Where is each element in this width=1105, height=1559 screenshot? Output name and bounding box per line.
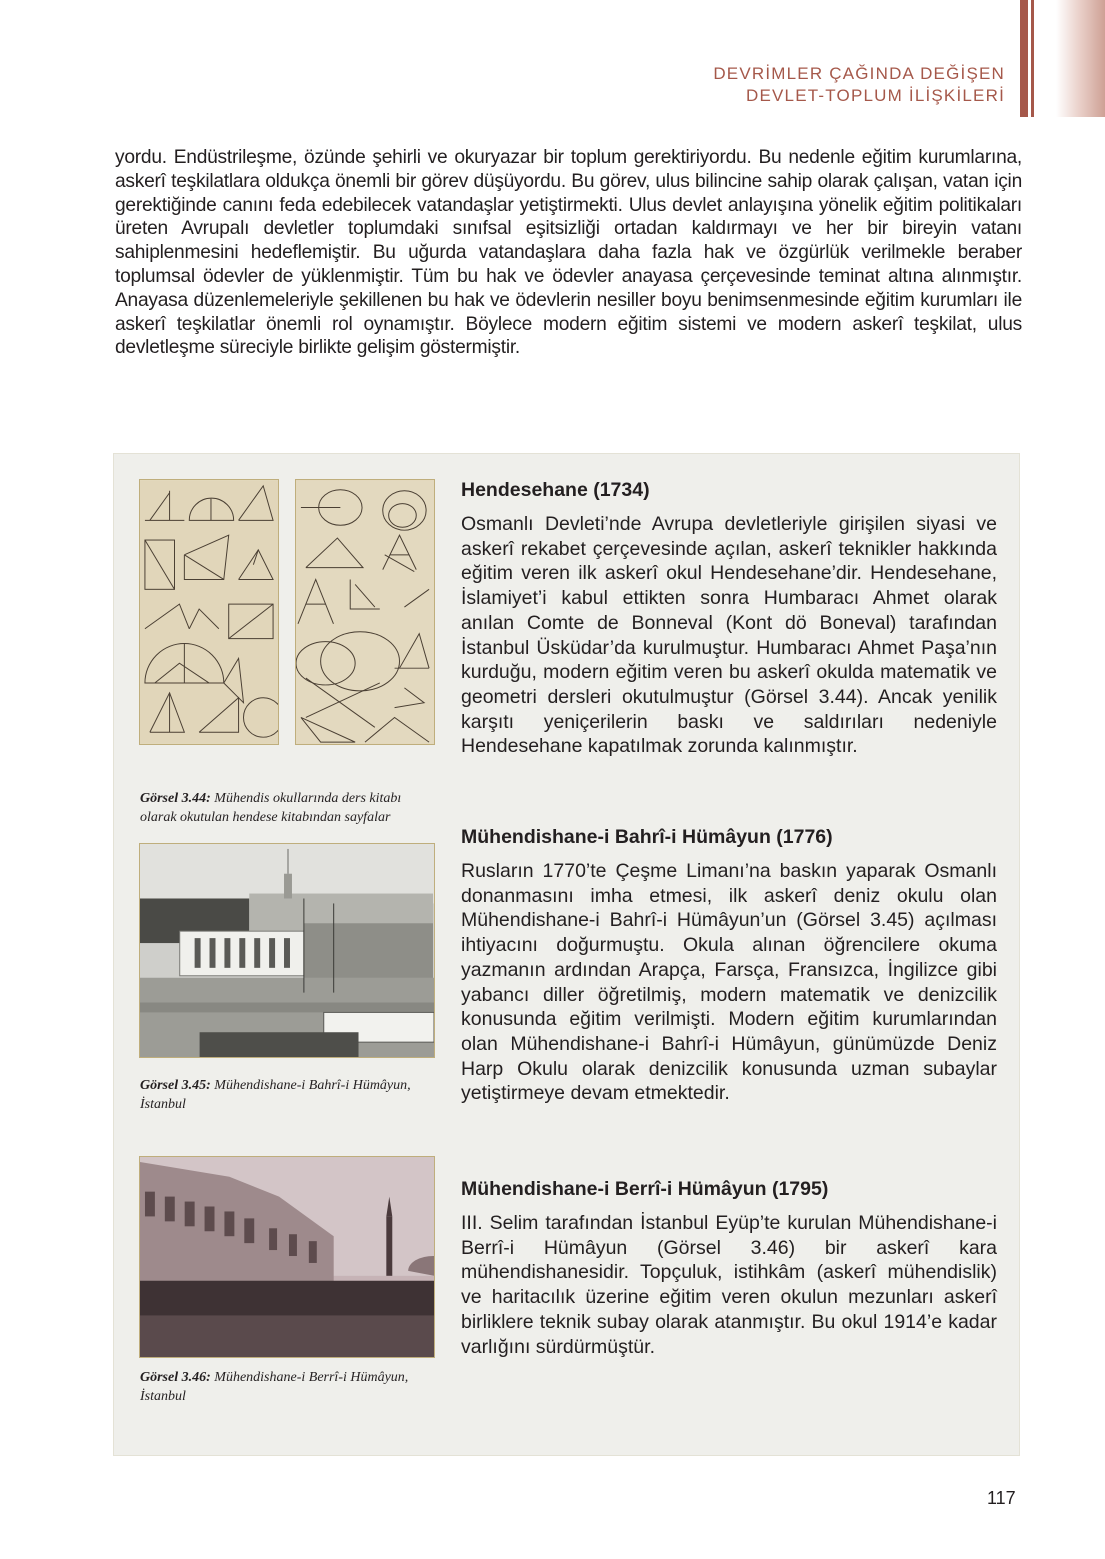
section-body-hendesehane (461, 512, 997, 759)
figure-caption-text: Mühendishane-i Bahrî-i Hümâyun, İstanbul (140, 1078, 411, 1112)
section-text: III. Selim tarafından İstanbul Eyüp’te kurulan Mühendishane-i Berrî-i Hümâyun (Görsel 3.46) bir askerî kara mühendishanesidir. Topçuluk, istihkâm (askerî mühendislik) ve haritacılık üzerine eğitim veren okulun mezunları askerî birliklere teknik subay olarak atanmıştır. Bu okul 1914’e kadar varlığını sürdürmüştür. (461, 1212, 997, 1358)
chapter-title (713, 63, 1005, 107)
figure-caption-text: Mühendis okullarında ders kitabı olarak okutulan hendese kitabından sayfalar (140, 791, 402, 825)
intro-paragraph (115, 146, 1022, 360)
section-body-bahri (461, 859, 997, 1106)
figure-caption-3-46 (140, 1368, 440, 1406)
header-bar-thick (1020, 0, 1028, 117)
section-text: Osmanlı Devleti’nde Avrupa devletleriyle girişilen siyasi ve askerî rekabet çerçevesinde açılan, askerî teknikler hakkında eğitim veren ilk askerî okul Hendesehane’dir. Hendesehane, İslamiyet’i kabul ettikten sonra Humbaracı Ahmet olarak anılan Comte de Bonneval (Kont dö Boneval) tarafından İstanbul Üsküdar’da kurulmuştur. Humbaracı Ahmet Paşa’nın kurduğu, modern eğitim veren bu askerî okulda matematik ve geometri dersleri okutulmuştur (Görsel 3.44). Ancak yenilik karşıtı yeniçerilerin baskı ve saldırıları nedeniyle Hendesehane kapatılmak zorunda kalınmıştır. (461, 513, 997, 758)
figure-label: Görsel 3.44: (140, 791, 211, 806)
figure-caption-3-45 (140, 1076, 440, 1114)
header-gradient-block (1056, 0, 1105, 117)
figure-caption-3-44 (140, 789, 440, 827)
photo-building-soldiers-icon (140, 1157, 434, 1357)
section-title-berri: Mühendishane-i Berrî-i Hümâyun (1795) (461, 1178, 829, 1200)
land-engineering-school-photo (139, 1156, 435, 1358)
header-bar-thin (1031, 0, 1034, 117)
figure-label: Görsel 3.46: (140, 1370, 211, 1385)
geometry-diagram-icon (140, 480, 278, 744)
geometry-manuscript-page-left (139, 479, 279, 745)
intro-text: yordu. Endüstrileşme, özünde şehirli ve okuryazar bir toplum gerektiriyordu. Bu nedenle eğitim kurumlarına, askerî teşkilatlara oldukça önemli bir görev düşüyordu. Bu görev, ulus bilincine sahip olarak çalışan, vatan için gerektiğinde canını feda edebilecek vatandaşlar yetiştirmekti. Ulus devlet anlayışına yönelik eğitim politikaları üreten Avrupalı devletler toplumdaki sınıfsal eşitsizliği ortadan kaldırmayı ve her bir bireyin vatanı sahiplenmesini hedeflemiştir. Bu uğurda vatandaşlara daha fazla hak ve özgürlük verilmekle beraber toplumsal ödevler de yüklenmiştir. Tüm bu hak ve ödevler anayasa çerçevesinde teminat altına alınmıştır. Anayasa düzenlemeleriyle şekillenen bu hak ve ödevlerin nesiller boyu benimsenmesinde eğitim kurumları ile askerî teşkilatlar önemli rol oynamıştır. Böylece modern eğitim sistemi ve modern askerî teşkilat, ulus devletleşme süreciyle birlikte gelişim göstermiştir. (115, 147, 1022, 359)
naval-school-photo (139, 843, 435, 1058)
section-text: Rusların 1770’te Çeşme Limanı’na baskın yaparak Osmanlı donanmasını imha etmesi, ilk askerî deniz okulu olan Mühendishane-i Bahrî-i Hümâyun’un (Görsel 3.45) açılması ihtiyacını doğurmuştu. Okula alınan öğrencilere okuma yazmanın ardından Arapça, Farsça, Fransızca, İngilizce gibi yabancı diller öğretilmiş, modern matematik ve denizcilik konusunda eğitim verilmişti. Modern eğitim kurumlarından olan Mühendishane-i Bahrî-i Hümâyun, günümüzde Deniz Harp Okulu olarak denizcilik konusunda uzman subaylar yetiştirmeye devam etmektedir. (461, 860, 997, 1105)
geometry-manuscript-page-right (295, 479, 435, 745)
chapter-title-line1: DEVRİMLER ÇAĞINDA DEĞİŞEN (713, 64, 1005, 83)
section-body-berri (461, 1211, 997, 1359)
photo-building-harbor-icon (140, 844, 434, 1057)
figure-caption-text: Mühendishane-i Berrî-i Hümâyun, İstanbul (140, 1370, 409, 1404)
section-title-hendesehane: Hendesehane (1734) (461, 479, 650, 501)
figure-label: Görsel 3.45: (140, 1078, 211, 1093)
section-title-bahri: Mühendishane-i Bahrî-i Hümâyun (1776) (461, 826, 833, 848)
chapter-title-line2: DEVLET-TOPLUM İLİŞKİLERİ (745, 86, 1005, 105)
page-number: 117 (987, 1488, 1016, 1508)
header-decoration (1020, 0, 1105, 117)
geometry-diagram-icon (296, 480, 434, 744)
